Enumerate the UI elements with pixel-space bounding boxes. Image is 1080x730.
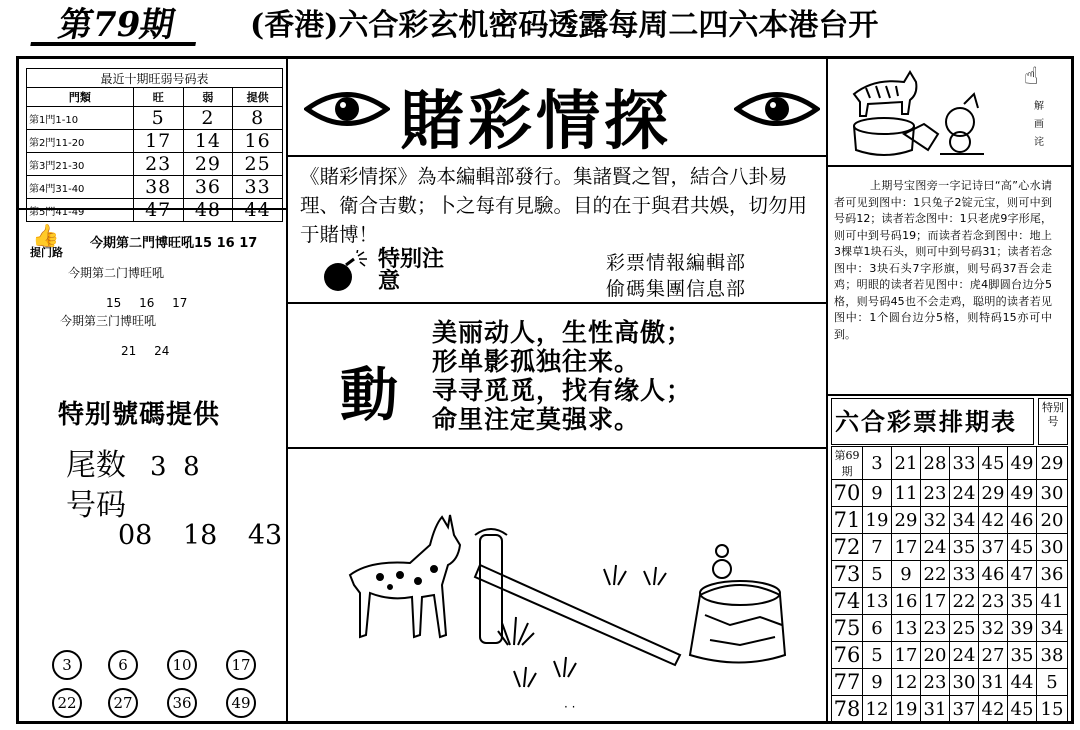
divider-schedule xyxy=(826,394,1074,396)
number-cell: 16 xyxy=(892,588,921,615)
eye-icon xyxy=(734,86,820,132)
divider-right xyxy=(826,58,828,722)
schedule-row xyxy=(832,642,1068,669)
row-label: 第2門11-20 xyxy=(27,130,134,153)
number-cell: 47 xyxy=(1008,561,1037,588)
number-cell: 28 xyxy=(921,447,950,480)
schedule-row xyxy=(832,534,1068,561)
offer-value: 33 xyxy=(233,176,283,199)
special-title: 特别號碼提供 xyxy=(58,400,221,430)
table-row xyxy=(27,176,283,199)
col-header: 門類 xyxy=(27,88,134,107)
number-cell: 25 xyxy=(950,615,979,642)
number-cell: 23 xyxy=(979,588,1008,615)
special-number-cell: 30 xyxy=(1037,480,1068,507)
special-number-cell: 30 xyxy=(1037,534,1068,561)
clue-explanation: 上期号宝图旁一字记诗曰“高”心水请者可见到图中：1只兔子2锭元宝，则可中到号码12；读者若念图中：1只老虎9字形尾，则可中到号码19；而读者若念到图中：地上3棵草1块石头，则可中到号码31；读者若念图中：3块石头7字形旗，则号码37吾会走鸡；明眼的读者若见图中：虎4脚圆台边分5格，则号码45也不会走鸡，聪明的读者若见图中：1个圆台边分5格，则特码15亦可中到。 xyxy=(834,179,1052,341)
number-circle: 6 xyxy=(108,650,138,680)
schedule-row xyxy=(832,696,1068,723)
period-cell: 第69期 xyxy=(832,447,863,480)
table-row xyxy=(27,199,283,222)
number-cell: 46 xyxy=(979,561,1008,588)
number-cell: 24 xyxy=(950,642,979,669)
number-cell: 37 xyxy=(950,696,979,723)
number-cell: 5 xyxy=(863,642,892,669)
number-cell: 35 xyxy=(1008,642,1037,669)
number-circle: 36 xyxy=(167,688,197,718)
divider-left xyxy=(286,58,288,722)
number-cell: 29 xyxy=(979,480,1008,507)
period-cell: 72 xyxy=(832,534,863,561)
schedule-row xyxy=(832,588,1068,615)
number-cell: 45 xyxy=(979,447,1008,480)
number-cell: 9 xyxy=(863,480,892,507)
number-cell: 13 xyxy=(892,615,921,642)
number-cell: 44 xyxy=(1008,669,1037,696)
offer-value: 8 xyxy=(233,107,283,130)
number-cell: 34 xyxy=(950,507,979,534)
poem xyxy=(432,318,692,434)
number-cell: 23 xyxy=(921,669,950,696)
number-cell: 23 xyxy=(921,615,950,642)
number-cell: 5 xyxy=(863,561,892,588)
hint-label: 提门路 xyxy=(30,246,63,259)
number-cell: 49 xyxy=(1008,480,1037,507)
period-cell: 78 xyxy=(832,696,863,723)
number-cell: 33 xyxy=(950,561,979,588)
table-row xyxy=(27,153,283,176)
number-cell: 9 xyxy=(863,669,892,696)
number-cell: 11 xyxy=(892,480,921,507)
special-number-cell: 41 xyxy=(1037,588,1068,615)
number-cell: 42 xyxy=(979,696,1008,723)
number-cell: 30 xyxy=(950,669,979,696)
number-cell: 13 xyxy=(863,588,892,615)
table-caption: 最近十期旺弱号码表 xyxy=(27,69,283,88)
eye-icon xyxy=(304,86,390,132)
hot-value: 17 xyxy=(133,130,183,153)
divider-poem xyxy=(286,447,828,449)
number-cell: 17 xyxy=(892,534,921,561)
number-cell: 21 xyxy=(892,447,921,480)
schedule-row xyxy=(832,561,1068,588)
number-cell: 12 xyxy=(863,696,892,723)
cold-value: 14 xyxy=(183,130,233,153)
number-cell: 22 xyxy=(921,561,950,588)
tip-line: 今期第二門博旺吼15 16 17 xyxy=(90,236,258,251)
dots: · · xyxy=(564,700,576,714)
number-cell: 29 xyxy=(892,507,921,534)
cold-value: 36 xyxy=(183,176,233,199)
number-cell: 27 xyxy=(979,642,1008,669)
number-cell: 24 xyxy=(921,534,950,561)
tip-numbers: 15 16 17 xyxy=(106,296,188,310)
table-row xyxy=(27,130,283,153)
number-cell: 42 xyxy=(979,507,1008,534)
cold-value: 29 xyxy=(183,153,233,176)
period-cell: 73 xyxy=(832,561,863,588)
notice-label: 特别注意 xyxy=(378,247,445,294)
special-number-cell: 29 xyxy=(1037,447,1068,480)
special-number-cell: 34 xyxy=(1037,615,1068,642)
dept-label: 彩票情報編輯部 xyxy=(606,252,747,274)
number-cell: 17 xyxy=(921,588,950,615)
cold-value: 2 xyxy=(183,107,233,130)
number-cell: 6 xyxy=(863,615,892,642)
number-cell: 31 xyxy=(979,669,1008,696)
row-label: 第4門31-40 xyxy=(27,176,134,199)
tip-numbers: 21 24 xyxy=(121,344,170,358)
number-cell: 22 xyxy=(950,588,979,615)
schedule-row xyxy=(832,480,1068,507)
pointing-hand-icon: ☝ xyxy=(1024,62,1039,90)
page-title: 賭彩情探 xyxy=(400,84,672,159)
number-cell: 23 xyxy=(921,480,950,507)
poem-line: 命里注定莫强求。 xyxy=(432,405,641,434)
row-label: 第1門1-10 xyxy=(27,107,134,130)
clue-character: 動 xyxy=(340,361,399,429)
col-header: 提供 xyxy=(233,88,283,107)
period-cell: 71 xyxy=(832,507,863,534)
special-number-cell: 20 xyxy=(1037,507,1068,534)
hot-value: 5 xyxy=(133,107,183,130)
divider-right-top xyxy=(826,165,1074,167)
offer-value: 44 xyxy=(233,199,283,222)
special-number-cell: 36 xyxy=(1037,561,1068,588)
cold-value: 48 xyxy=(183,199,233,222)
issue-number: 第79期 xyxy=(30,4,202,46)
intro-text: 《賭彩情探》為本編輯部發行。集諸賢之智，結合八卦易理、衛合吉數；卜之每有見驗。目的在于與君共娛，切勿用于賭博！ xyxy=(300,165,808,246)
hot-value: 47 xyxy=(133,199,183,222)
number-circle: 17 xyxy=(226,650,256,680)
number-cell: 19 xyxy=(863,507,892,534)
period-cell: 74 xyxy=(832,588,863,615)
number-cell: 35 xyxy=(950,534,979,561)
number-cell: 46 xyxy=(1008,507,1037,534)
number-cell: 9 xyxy=(892,561,921,588)
special-column-header: 特别号 xyxy=(1038,398,1068,445)
schedule-title: 六合彩票排期表 xyxy=(835,408,1017,436)
schedule-table xyxy=(831,446,1068,723)
row-label: 第5門41-49 xyxy=(27,199,134,222)
tip-line: 今期第三门博旺吼 xyxy=(60,314,157,328)
poem-line: 寻寻觅觅，找有缘人； xyxy=(432,376,693,405)
special-number-cell: 5 xyxy=(1037,669,1068,696)
thumbs-up-icon: 👍 xyxy=(32,224,60,249)
tail-label: 尾数 xyxy=(66,448,126,483)
special-number-cell: 38 xyxy=(1037,642,1068,669)
tail-values: 3 8 xyxy=(150,452,200,482)
number-circle: 3 xyxy=(52,650,82,680)
offer-value: 16 xyxy=(233,130,283,153)
number-circle: 49 xyxy=(226,688,256,718)
number-cell: 3 xyxy=(863,447,892,480)
number-circle: 10 xyxy=(167,650,197,680)
number-circle: 22 xyxy=(52,688,82,718)
period-cell: 77 xyxy=(832,669,863,696)
hot-value: 23 xyxy=(133,153,183,176)
number-cell: 12 xyxy=(892,669,921,696)
number-cell: 17 xyxy=(892,642,921,669)
row-label: 第3門21-30 xyxy=(27,153,134,176)
number-circle: 27 xyxy=(108,688,138,718)
poem-line: 美丽动人，生性高傲； xyxy=(432,318,693,347)
number-cell: 49 xyxy=(1008,447,1037,480)
tail-line xyxy=(66,440,200,484)
schedule-row xyxy=(832,669,1068,696)
number-cell: 35 xyxy=(1008,588,1037,615)
bomb-icon xyxy=(320,250,374,294)
number-cell: 7 xyxy=(863,534,892,561)
number-cell: 32 xyxy=(979,615,1008,642)
schedule-row xyxy=(832,447,1068,480)
tiger-illustration xyxy=(844,64,1024,162)
offer-value: 25 xyxy=(233,153,283,176)
period-cell: 75 xyxy=(832,615,863,642)
headline: (香港)六合彩玄机密码透露每周二四六本港台开 xyxy=(250,8,879,43)
poem-line: 形单影孤独往来。 xyxy=(432,347,641,376)
number-cell: 20 xyxy=(921,642,950,669)
period-cell: 76 xyxy=(832,642,863,669)
schedule-row xyxy=(832,615,1068,642)
number-cell: 24 xyxy=(950,480,979,507)
col-header: 旺 xyxy=(133,88,183,107)
number-cell: 45 xyxy=(1008,696,1037,723)
code-values: 08 18 43 xyxy=(118,520,283,551)
schedule-row xyxy=(832,507,1068,534)
side-label: 解画诧 xyxy=(1034,101,1044,148)
number-cell: 39 xyxy=(1008,615,1037,642)
deer-illustration xyxy=(330,505,800,705)
dept-label: 偷碼集團信息部 xyxy=(606,278,747,300)
hot-value: 38 xyxy=(133,176,183,199)
number-cell: 32 xyxy=(921,507,950,534)
number-cell: 33 xyxy=(950,447,979,480)
number-cell: 19 xyxy=(892,696,921,723)
special-number-cell: 15 xyxy=(1037,696,1068,723)
number-cell: 45 xyxy=(1008,534,1037,561)
tip-line: 今期第二门博旺吼 xyxy=(68,266,165,280)
hot-cold-table xyxy=(26,68,283,222)
code-label: 号码 xyxy=(66,488,126,523)
number-cell: 37 xyxy=(979,534,1008,561)
col-header: 弱 xyxy=(183,88,233,107)
period-cell: 70 xyxy=(832,480,863,507)
number-cell: 31 xyxy=(921,696,950,723)
divider-intro xyxy=(286,302,828,304)
table-row xyxy=(27,107,283,130)
